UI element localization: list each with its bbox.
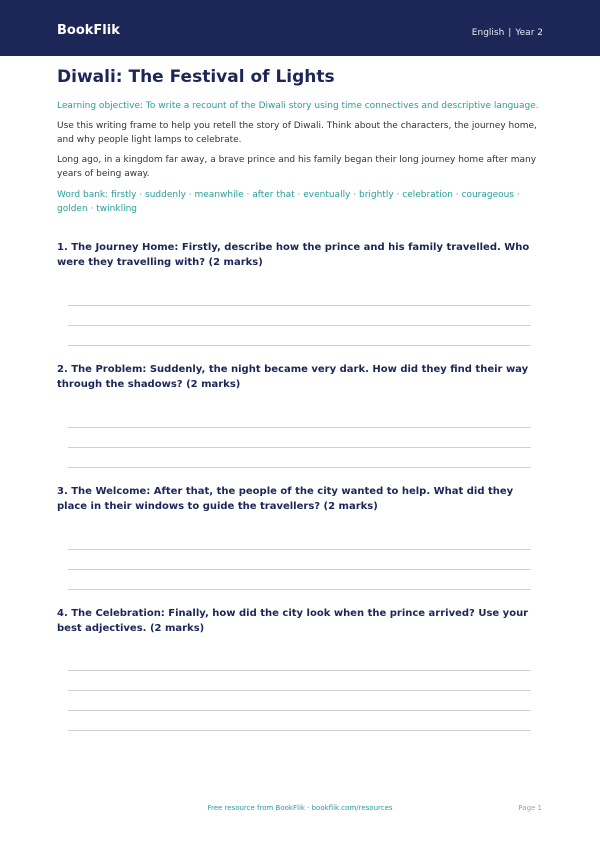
answer-line[interactable] [68, 589, 531, 590]
page-header [0, 0, 600, 56]
answer-line[interactable] [68, 690, 531, 691]
page-number: Page 1 [518, 804, 542, 812]
word-bank: Word bank: firstly · suddenly · meanwhile · after that · eventually · brightly · celebration · courageous · golden · twinkling [57, 190, 520, 214]
answer-line[interactable] [68, 549, 531, 550]
question-2 [57, 362, 543, 392]
answer-line[interactable] [68, 569, 531, 570]
answer-line[interactable] [68, 710, 531, 711]
header-meta [472, 27, 543, 39]
subject-label: English [471, 28, 505, 38]
question-1 [57, 240, 543, 270]
question-3 [57, 484, 543, 514]
question-1-text: 1. The Journey Home: Firstly, describe how the prince and his family travelled. Who were they travelling with? (2 marks) [57, 242, 530, 268]
brand-logo[interactable]: BookFlik [57, 23, 120, 38]
answer-line[interactable] [68, 447, 531, 448]
answer-line[interactable] [68, 467, 531, 468]
answer-line[interactable] [68, 730, 531, 731]
answer-line[interactable] [68, 325, 531, 326]
year-label: Year 2 [515, 28, 543, 38]
intro-text: Use this writing frame to help you retell the story of Diwali. Think about the characters, the journey home, and why people light lamps to celebrate. [57, 121, 537, 145]
question-4 [57, 606, 543, 636]
question-4-text: 4. The Celebration: Finally, how did the city look when the prince arrived? Use your best adjectives. (2 marks) [57, 608, 529, 634]
page-title: Diwali: The Festival of Lights [57, 67, 335, 87]
question-3-text: 3. The Welcome: After that, the people of the city wanted to help. What did they place in their windows to guide the travellers? (2 marks) [57, 486, 514, 512]
intro-section [57, 66, 543, 216]
answer-line[interactable] [68, 670, 531, 671]
answer-line[interactable] [68, 305, 531, 306]
answer-line[interactable] [68, 427, 531, 428]
learning-objective: Learning objective: To write a recount of the Diwali story using time connectives and descriptive language. [57, 101, 539, 111]
story-opening: Long ago, in a kingdom far away, a brave prince and his family began their long journey home after many years of being away. [57, 155, 537, 179]
header-separator: | [508, 28, 512, 38]
footer-credit-link[interactable]: Free resource from BookFlik · bookflik.com/resources [207, 804, 393, 812]
answer-line[interactable] [68, 345, 531, 346]
question-2-text: 2. The Problem: Suddenly, the night became very dark. How did they find their way through the shadows? (2 marks) [57, 364, 529, 390]
